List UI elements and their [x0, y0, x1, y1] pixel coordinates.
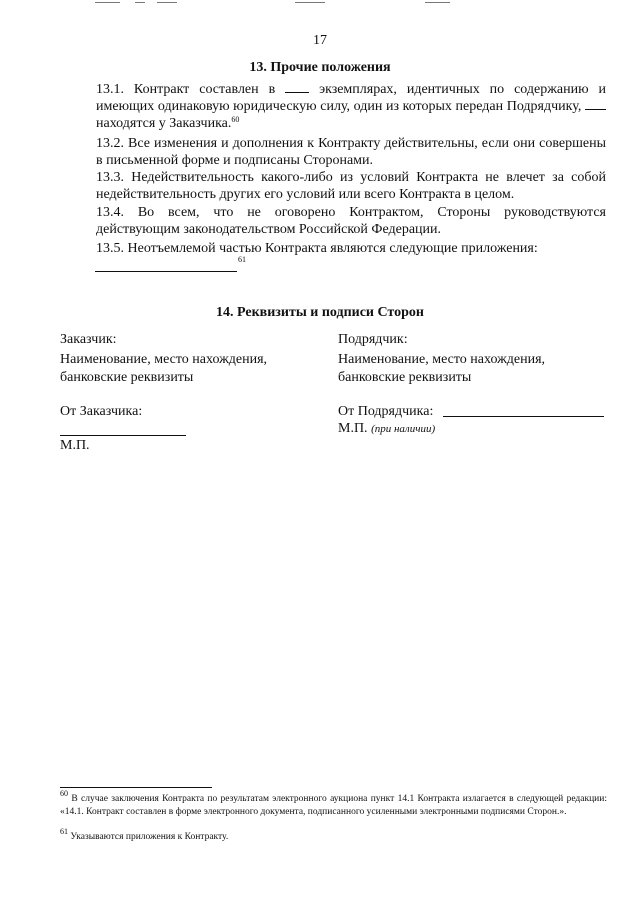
paragraph-13-2: [60, 135, 606, 169]
page-number: 17: [313, 33, 327, 48]
paragraph-13-4: [60, 204, 606, 238]
scan-top-marks: [95, 0, 515, 6]
copies-blank: [285, 81, 309, 93]
attachments-blank-line: [95, 271, 237, 272]
footnote-61: [60, 827, 229, 844]
customer-details-line2: банковские реквизиты: [60, 370, 194, 385]
from-customer-label: От Заказчика:: [60, 404, 143, 419]
customer-details-line1: Наименование, место нахождения,: [60, 352, 268, 367]
contractor-label: Подрядчик:: [338, 332, 408, 347]
footnote-ref-61: 61: [238, 255, 246, 264]
customer-copies-blank: [585, 98, 606, 110]
p13-1-middle: экземплярах, идентичных по содержанию и имеющих одинаковую юридическую силу, один из которых передан Подрядчику,: [96, 82, 606, 114]
footnote-61-text: Указываются приложения к Контракту.: [70, 832, 229, 842]
p13-3-text: 13.3. Недействительность какого-либо из условий Контракта не влечет за собой недействительность других его условий или всего Контракта в целом.: [96, 170, 606, 202]
p13-1-end: находятся у Заказчика.: [96, 116, 232, 131]
customer-label: Заказчик:: [60, 332, 117, 347]
footnote-61-number: 61: [60, 827, 68, 836]
section-14-title: 14. Реквизиты и подписи Сторон: [216, 305, 424, 320]
paragraph-13-3: [60, 169, 606, 203]
footnote-60: [60, 789, 607, 818]
p13-4-text: 13.4. Во всем, что не оговорено Контрактом, Стороны руководствуются действующим законодательством Российской Федерации.: [96, 205, 606, 237]
p13-1-start: 13.1. Контракт составлен в: [96, 82, 276, 97]
paragraph-13-5: [60, 240, 606, 257]
contractor-stamp-label: М.П.: [338, 421, 368, 436]
contractor-signature-line: [443, 416, 604, 417]
paragraph-13-1: [60, 81, 606, 132]
contractor-stamp-note: (при наличии): [371, 423, 436, 435]
section-13-title: 13. Прочие положения: [249, 60, 391, 75]
footnote-60-number: 60: [60, 789, 68, 798]
footnote-60-text: В случае заключения Контракта по результатам электронного аукциона пункт 14.1 Контракта излагается в следующей редакции: «14.1. Контракт составлен в форме электронного документа, подписанного усиленными электронными подписями Сторон.».: [60, 794, 607, 817]
from-contractor-label: От Подрядчика:: [338, 404, 434, 419]
customer-signature-line: [60, 435, 186, 436]
contractor-details-line1: Наименование, место нахождения,: [338, 352, 546, 367]
customer-stamp-label: М.П.: [60, 438, 90, 453]
footnote-separator: [60, 787, 212, 788]
contractor-details-line2: банковские реквизиты: [338, 370, 472, 385]
p13-2-text: 13.2. Все изменения и дополнения к Контракту действительны, если они совершены в письменной форме и подписаны Сторонами.: [96, 136, 606, 168]
footnote-ref-60: 60: [231, 115, 240, 124]
contractor-stamp-line: [338, 420, 435, 438]
p13-5-text: 13.5. Неотъемлемой частью Контракта являются следующие приложения:: [96, 241, 538, 256]
